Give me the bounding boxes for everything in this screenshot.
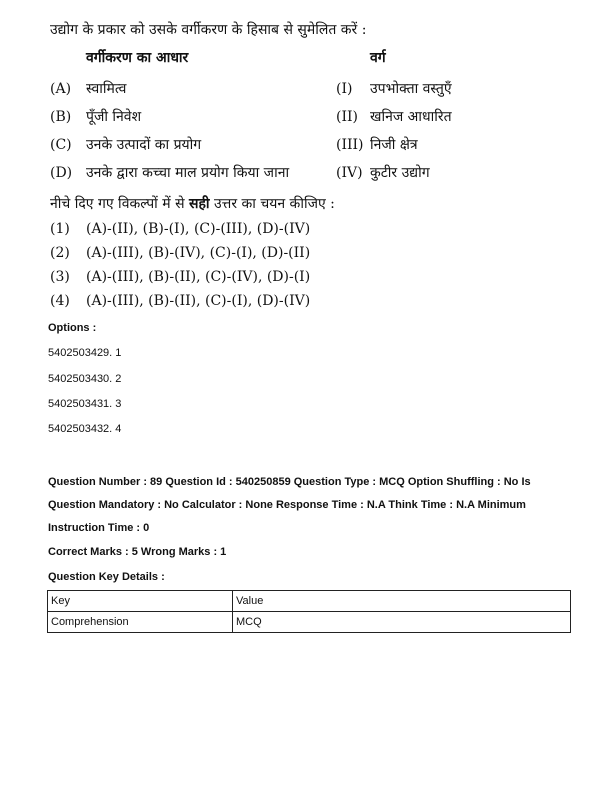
choice-2 [50,242,310,264]
left-item-c [50,134,201,156]
left-item-text: उनके उत्पादों का प्रयोग [86,137,202,153]
choice-text: (A)-(II), (B)-(I), (C)-(III), (D)-(IV) [86,221,311,237]
option-item-1: 5402503429. 1 [48,347,122,359]
column-header-basis: वर्गीकरण का आधार [86,50,189,66]
choice-text: (A)-(III), (B)-(IV), (C)-(I), (D)-(II) [86,245,311,261]
instruction-bold: सही [189,196,210,212]
right-item-text: कुटीर उद्योग [370,165,430,181]
option-item-4: 5402503432. 4 [48,423,122,435]
left-item-d [50,162,289,184]
options-heading: Options : [48,322,97,334]
right-item-i [336,78,452,100]
left-item-text: उनके द्वारा कच्चा माल प्रयोग किया जाना [86,165,290,181]
choice-4 [50,290,310,312]
table-header-value: Value [233,591,571,612]
table-header-key: Key [48,591,233,612]
key-details-heading: Question Key Details : [48,571,165,583]
left-item-text: पूँजी निवेश [86,109,142,125]
table-cell-key: Comprehension [48,612,233,633]
left-item-b [50,106,141,128]
left-item-text: स्वामित्व [86,81,127,97]
choice-number: (1) [50,221,70,237]
right-item-ii [336,106,452,128]
left-item-label: (B) [50,109,72,125]
option-item-3: 5402503431. 3 [48,398,122,410]
question-title: उद्योग के प्रकार को उसके वर्गीकरण के हिसाब से सुमेलित करें : [50,22,367,38]
key-details-table [47,590,571,633]
instruction-post: उत्तर का चयन कीजिए : [209,196,335,212]
right-item-label: (II) [336,109,358,125]
question-meta-line-1: Question Number : 89 Question Id : 540250859 Question Type : MCQ Option Shuffling : No Is [48,476,531,488]
right-item-text: निजी क्षेत्र [370,137,418,153]
right-item-label: (III) [336,137,364,153]
choice-text: (A)-(III), (B)-(II), (C)-(I), (D)-(IV) [86,293,311,309]
right-item-label: (I) [336,81,353,97]
marks-line: Correct Marks : 5 Wrong Marks : 1 [48,546,227,558]
right-item-iv [336,162,430,184]
choice-number: (2) [50,245,70,261]
table-cell-value: MCQ [233,612,571,633]
choice-number: (4) [50,293,70,309]
table-row [48,612,571,633]
right-item-iii [336,134,418,156]
choice-1 [50,218,310,240]
choice-3 [50,266,310,288]
instruction-pre: नीचे दिए गए विकल्पों में से [50,196,189,212]
right-item-text: उपभोक्ता वस्तुएँ [370,81,452,97]
choice-text: (A)-(III), (B)-(II), (C)-(IV), (D)-(I) [86,269,311,285]
question-meta-line-3: Instruction Time : 0 [48,522,150,534]
column-header-category: वर्ग [370,50,386,66]
right-item-text: खनिज आधारित [370,109,452,125]
option-item-2: 5402503430. 2 [48,373,122,385]
instruction [50,194,335,213]
right-item-label: (IV) [336,165,363,181]
table-header-row [48,591,571,612]
question-meta-line-2: Question Mandatory : No Calculator : None Response Time : N.A Think Time : N.A Minimum [48,499,526,511]
left-item-label: (D) [50,165,73,181]
choice-number: (3) [50,269,70,285]
left-item-a [50,78,126,100]
left-item-label: (C) [50,137,72,153]
left-item-label: (A) [50,81,72,97]
